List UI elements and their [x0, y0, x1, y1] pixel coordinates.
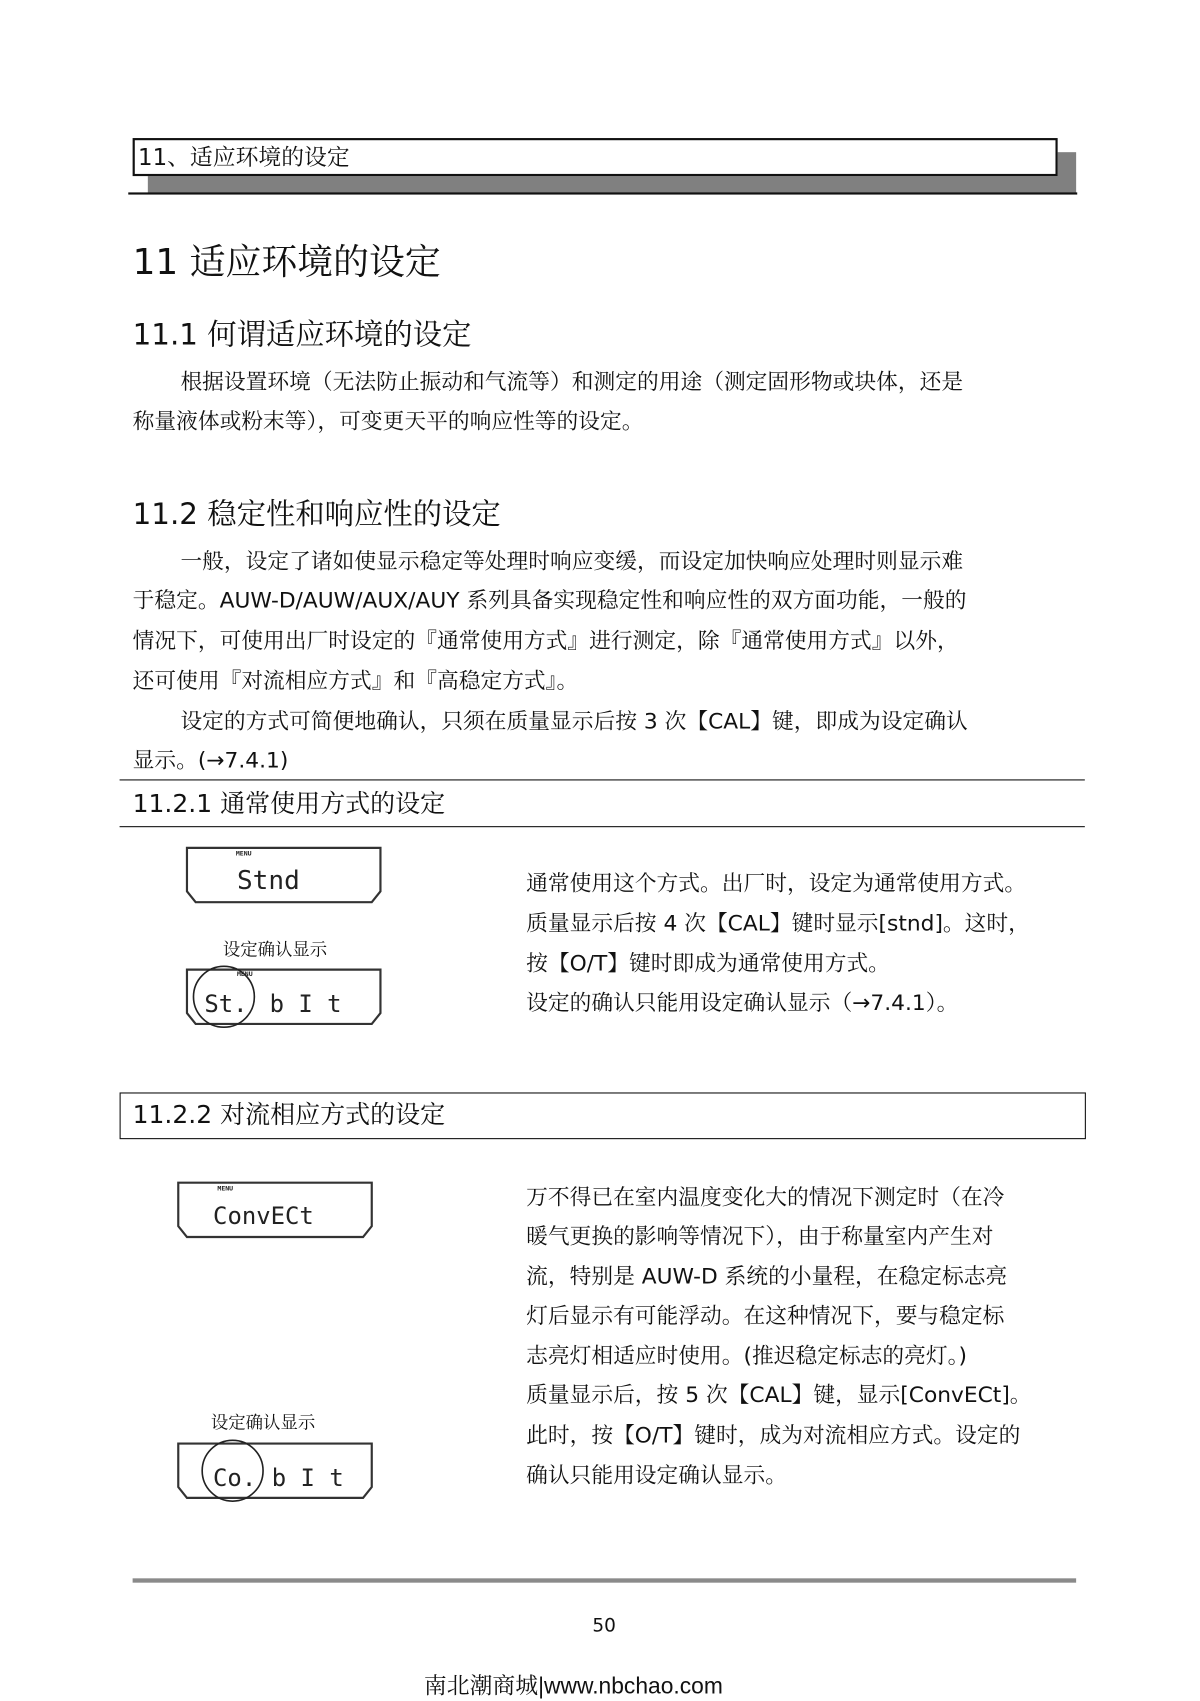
paragraph-line: 暖气更换的影响等情况下），由于称量室内产生对 [526, 1222, 994, 1249]
chapter-title: 11 适应环境的设定 [132, 240, 441, 283]
running-header: 11、适应环境的设定 [133, 138, 1058, 176]
watermark: 南北潮商城|www.nbchao.com [423, 1673, 723, 1699]
paragraph-line: 设定的方式可简便地确认，只须在质量显示后按 3 次【CAL】键，即成为设定确认 [180, 707, 968, 734]
footer-rule [133, 1578, 1077, 1582]
display-text: Stnd [236, 866, 300, 897]
lcd-display-confirm-cobit [172, 1435, 376, 1502]
lcd-display-stnd [185, 844, 385, 907]
paragraph-line: 于稳定。AUW-D/AUW/AUX/AUY 系列具备实现稳定性和响应性的双方面功能，一般的 [132, 586, 967, 614]
paragraph-line: 万不得已在室内温度变化大的情况下测定时（在冷 [526, 1183, 1005, 1210]
menu-tag: MENU [235, 849, 252, 858]
paragraph-line: 按【O/T】键时即成为通常使用方式。 [526, 950, 890, 977]
header-rule [128, 192, 1077, 194]
paragraph-line: 一般，设定了诸如使显示稳定等处理时响应变缓，而设定加快响应处理时则显示难 [180, 547, 964, 574]
paragraph-line: 显示。(→7.4.1) [132, 746, 289, 773]
lcd-display-convect [176, 1178, 376, 1241]
paragraph-line: 质量显示后，按 5 次【CAL】键，显示[ConvECt]。 [526, 1381, 1032, 1408]
section-11-2-title: 11.2 稳定性和响应性的设定 [132, 497, 501, 532]
paragraph-line: 设定的确认只能用设定确认显示（→7.4.1）。 [526, 989, 959, 1016]
paragraph-line: 此时，按【O/T】键时，成为对流相应方式。设定的 [526, 1421, 1021, 1448]
section-rule-bottom [120, 826, 1085, 827]
paragraph-line: 情况下，可使用出厂时设定的『通常使用方式』进行测定，除『通常使用方式』以外， [132, 627, 959, 654]
confirm-display-label: 设定确认显示 [222, 939, 328, 960]
section-rule-top [120, 779, 1085, 780]
section-11-2-2-title: 11.2.2 对流相应方式的设定 [120, 1092, 1086, 1139]
menu-tag: MENU [217, 1184, 234, 1193]
menu-tag: MENU [236, 970, 253, 979]
paragraph-line: 还可使用『对流相应方式』和『高稳定方式』。 [132, 667, 579, 694]
paragraph-line: 通常使用这个方式。出厂时，设定为通常使用方式。 [526, 869, 1027, 896]
lcd-display-confirm-stbit [180, 961, 384, 1028]
paragraph-line: 流，特别是 AUW-D 系统的小量程，在稳定标志亮 [526, 1263, 1008, 1290]
page-number: 50 [592, 1615, 616, 1638]
display-mode: Co. [213, 1463, 257, 1492]
paragraph-line: 称量液体或粉末等），可变更天平的响应性等的设定。 [132, 407, 644, 434]
section-11-2-1-title: 11.2.1 通常使用方式的设定 [132, 790, 446, 819]
paragraph-line: 确认只能用设定确认显示。 [526, 1462, 787, 1489]
display-text: ConvECt [213, 1201, 314, 1230]
paragraph-line: 志亮灯相适应时使用。(推迟稳定标志的亮灯。) [526, 1342, 968, 1369]
display-value: b I t [269, 989, 342, 1018]
section-11-1-title: 11.1 何谓适应环境的设定 [132, 318, 472, 353]
paragraph-line: 根据设置环境（无法防止振动和气流等）和测定的用途（测定固形物或块体，还是 [180, 368, 964, 395]
display-mode: St. [204, 989, 248, 1018]
paragraph-line: 灯后显示有可能浮动。在这种情况下，要与稳定标 [526, 1302, 1005, 1329]
paragraph-line: 质量显示后按 4 次【CAL】键时显示[stnd]。这时， [526, 909, 1030, 936]
display-value: b I t [271, 1463, 344, 1492]
confirm-display-label: 设定确认显示 [210, 1412, 316, 1433]
